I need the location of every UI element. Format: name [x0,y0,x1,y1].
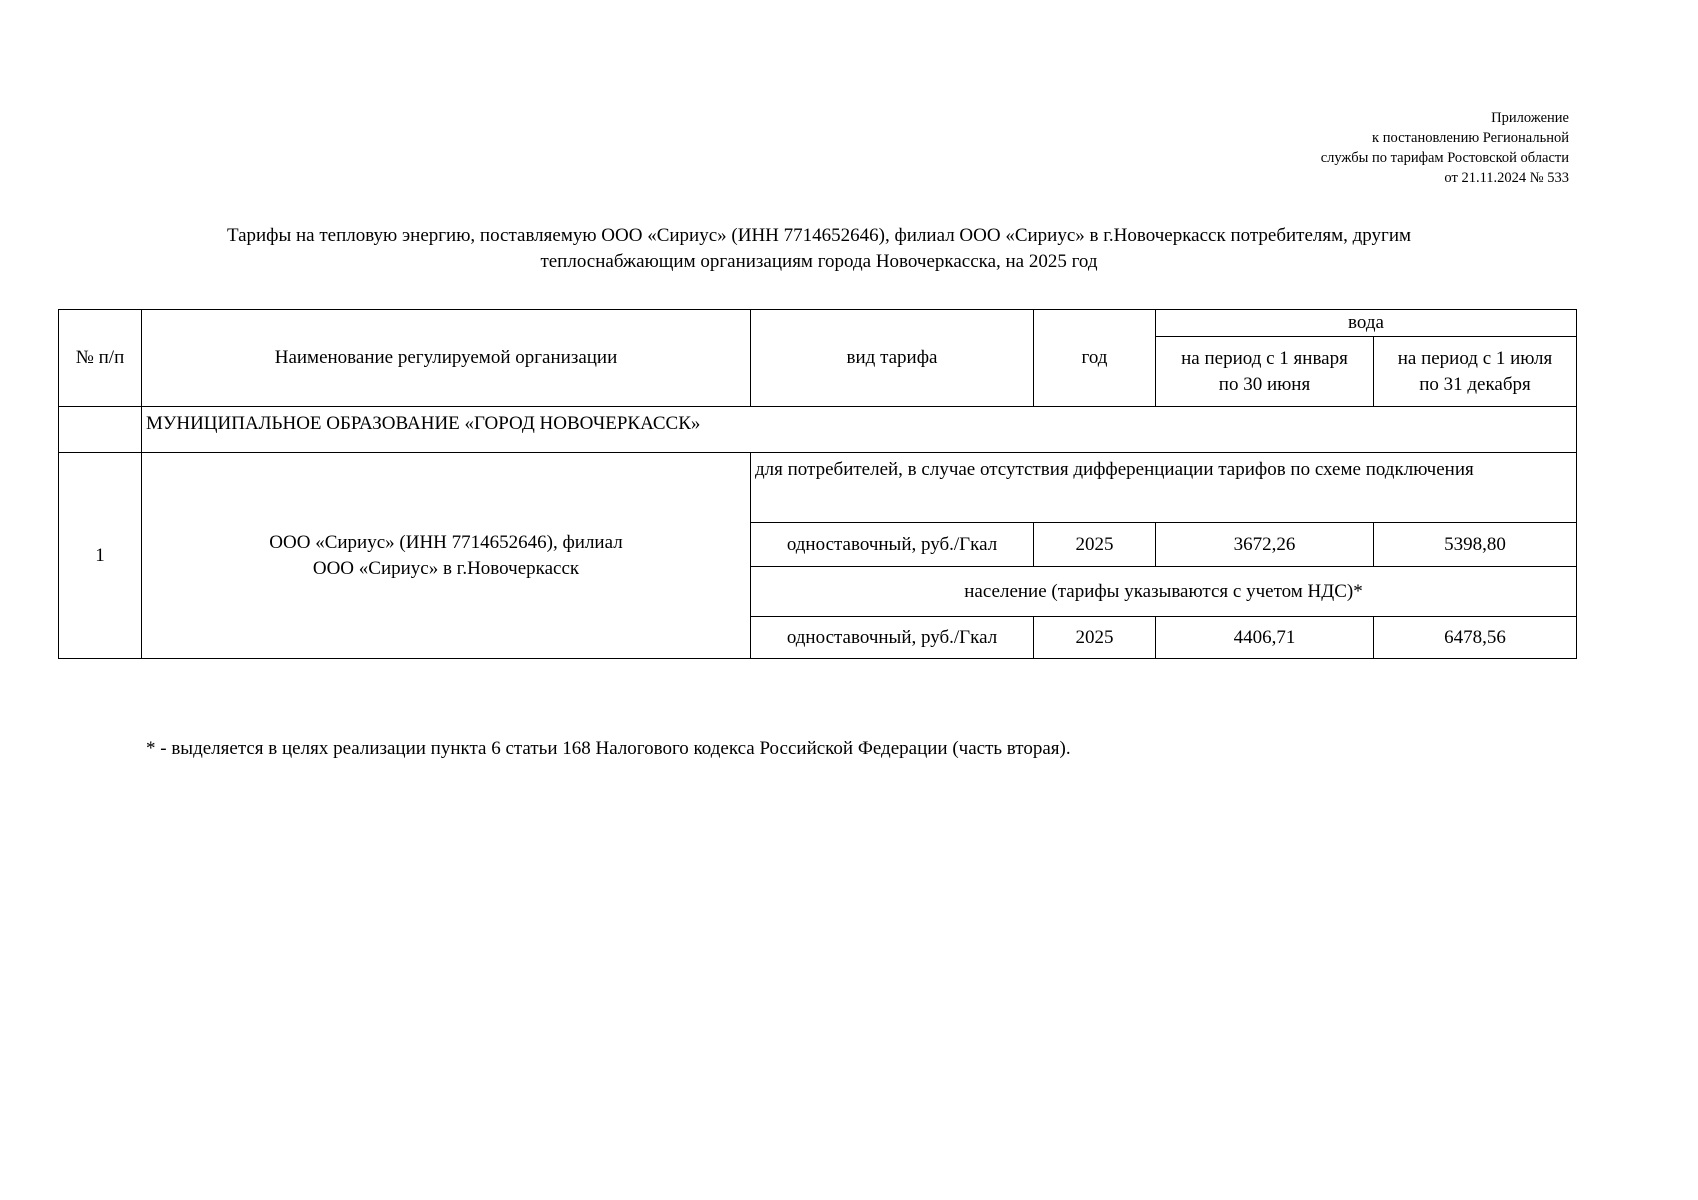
header-period-1-line-2: по 30 июня [1218,373,1311,395]
header-water: вода [1156,310,1577,337]
appendix-line: Приложение [1491,110,1569,126]
appendix-line: службы по тарифам Ростовской области [1320,150,1569,166]
header-tariff-type: вид тарифа [751,310,1034,407]
header-period-2 [1374,337,1577,407]
appendix-line: к постановлению Региональной [1372,130,1569,146]
tariff-type-cell: одноставочный, руб./Гкал [751,617,1034,659]
entry-number: 1 [59,453,142,659]
header-period-2-line-2: по 31 декабря [1419,373,1531,395]
year-cell: 2025 [1034,617,1156,659]
title-line-1: Тарифы на тепловую энергию, поставляемую ООО «Сириус» (ИНН 7714652646), филиал ООО «Сириус» в г.Новочеркасск потребителям, другим [226,225,1412,246]
footnote: * - выделяется в целях реализации пункта 6 статьи 168 Налогового кодекса Российской Федерации (часть вторая). [146,738,1071,759]
period-2-value: 5398,80 [1374,523,1577,567]
header-period-1 [1156,337,1374,407]
header-year: год [1034,310,1156,407]
period-1-value: 3672,26 [1156,523,1374,567]
tariff-table [58,309,1577,659]
title-line-2: теплоснабжающим организациям города Новочеркасска, на 2025 год [540,251,1098,272]
document-title [60,223,1578,275]
header-number: № п/п [59,310,142,407]
entry-organization-line-1: ООО «Сириус» (ИНН 7714652646), филиал [269,531,623,553]
header-period-1-line-1: на период с 1 января [1181,347,1348,369]
group-label-population: население (тарифы указываются с учетом НДС)* [751,567,1577,617]
appendix-line: от 21.11.2024 № 533 [1444,170,1569,186]
group-label-consumers: для потребителей, в случае отсутствия дифференциации тарифов по схеме подключения [751,453,1577,523]
header-organization: Наименование регулируемой организации [142,310,751,407]
entry-organization-line-2: ООО «Сириус» в г.Новочеркасск [312,557,580,579]
period-1-value: 4406,71 [1156,617,1374,659]
entry-organization [142,453,751,659]
header-period-2-line-1: на период с 1 июля [1397,347,1553,369]
municipality-number-cell [59,407,142,453]
municipality-name: МУНИЦИПАЛЬНОЕ ОБРАЗОВАНИЕ «ГОРОД НОВОЧЕРКАССК» [142,407,1577,453]
tariff-type-cell: одноставочный, руб./Гкал [751,523,1034,567]
appendix-block [1321,108,1569,188]
year-cell: 2025 [1034,523,1156,567]
period-2-value: 6478,56 [1374,617,1577,659]
